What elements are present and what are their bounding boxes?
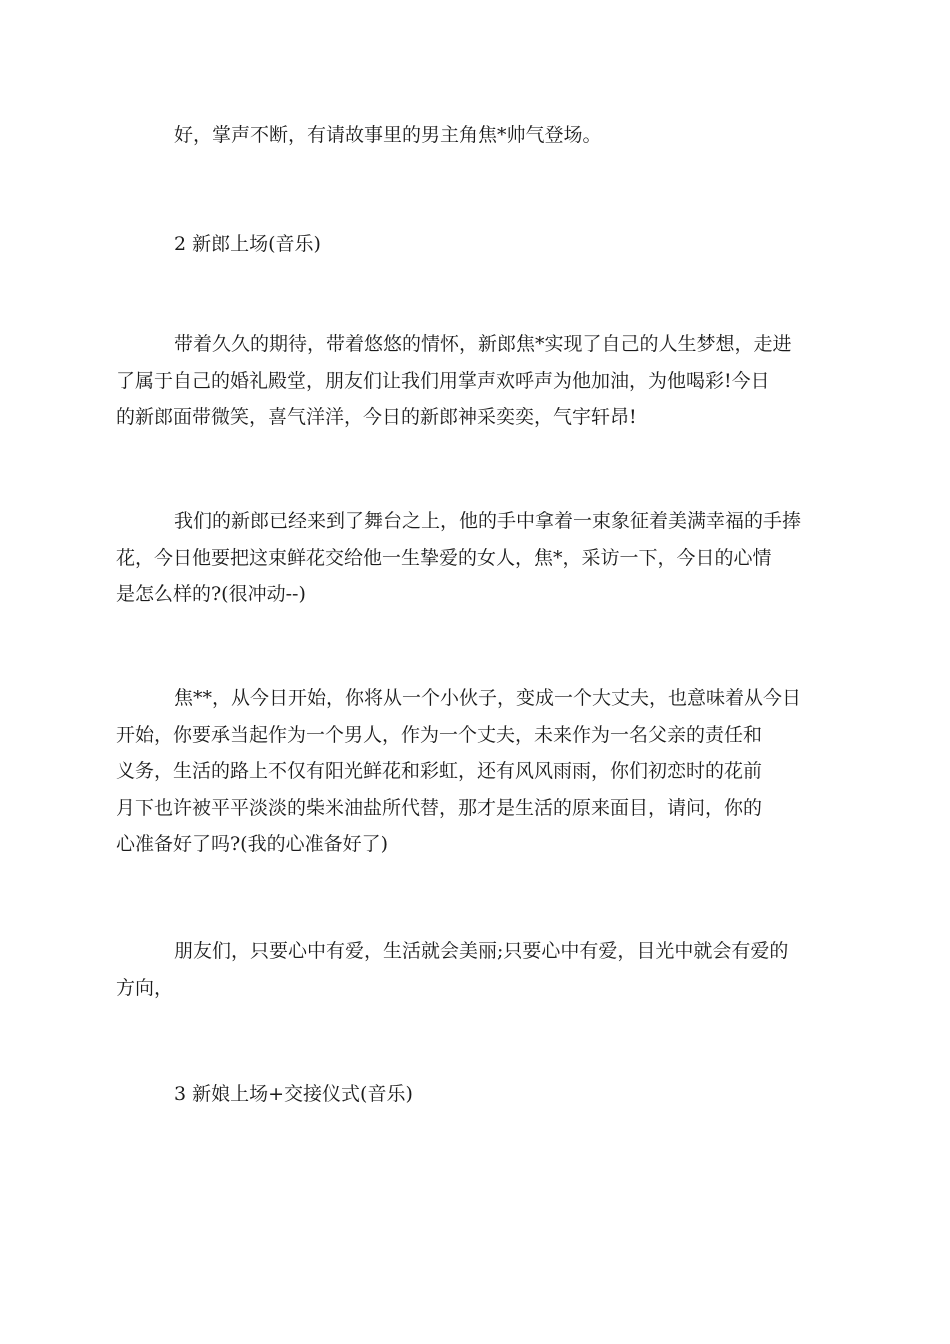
- text-line: 焦**，从今日开始，你将从一个小伙子，变成一个大丈夫，也意味着从今日: [174, 687, 802, 709]
- text-line: 开始，你要承当起作为一个男人，作为一个丈夫，未来作为一名父亲的责任和: [116, 723, 763, 746]
- text-line: 义务，生活的路上不仅有阳光鲜花和彩虹，还有风风雨雨，你们初恋时的花前: [116, 760, 763, 782]
- text-line: 带着久久的期待，带着悠悠的情怀，新郎焦*实现了自己的人生梦想，走进: [174, 333, 792, 355]
- text-line: 的新郎面带微笑，喜气洋洋，今日的新郎神采奕奕，气宇轩昂!: [116, 406, 637, 428]
- text-line: 花，今日他要把这束鲜花交给他一生挚爱的女人，焦*，采访一下，今日的心情: [116, 546, 772, 569]
- text-line: 朋友们，只要心中有爱，生活就会美丽;只要心中有爱，目光中就会有爱的: [174, 940, 789, 962]
- text-line: 方向，: [116, 976, 174, 999]
- text-line: 了属于自己的婚礼殿堂，朋友们让我们用掌声欢呼声为他加油，为他喝彩!今日: [116, 369, 770, 392]
- section-heading-bride-entrance: 3 新娘上场+交接仪式(音乐): [174, 1083, 413, 1105]
- paragraph-groom-entrance-intro: [145, 117, 807, 154]
- paragraph-groom-responsibility: [116, 680, 807, 863]
- text-line: 好，掌声不断，有请故事里的男主角焦*帅气登场。: [174, 124, 602, 146]
- text-line: 月下也许被平平淡淡的柴米油盐所代替，那才是生活的原来面目，请问，你的: [116, 796, 763, 819]
- text-line: 我们的新郎已经来到了舞台之上，他的手中拿着一束象征着美满幸福的手捧: [174, 510, 802, 532]
- paragraph-friends-love: [116, 933, 807, 1006]
- text-line: 心准备好了吗?(我的心准备好了): [116, 833, 389, 855]
- paragraph-groom-dream: [116, 326, 807, 436]
- text-line: 是怎么样的?(很冲动--): [116, 583, 306, 605]
- paragraph-groom-bouquet: [116, 503, 807, 613]
- section-heading-groom-entrance: 2 新郎上场(音乐): [174, 233, 321, 255]
